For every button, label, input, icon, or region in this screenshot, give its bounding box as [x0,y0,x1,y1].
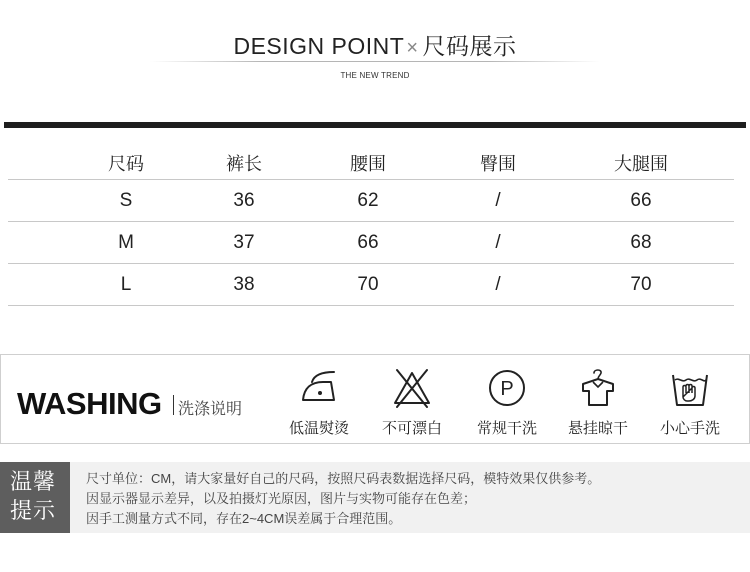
table-row [8,264,734,306]
header [0,0,750,90]
table-cell: L [120,273,132,295]
table-cell: 66 [357,231,379,253]
table-cell: 68 [630,231,652,253]
table-header-row [8,146,734,180]
title-separator: × [406,37,419,59]
washing-instructions [0,354,750,444]
svg-text:P: P [500,378,514,400]
tips-badge-line1: 温馨 [10,469,57,494]
wash-label: 不可漂白 [381,420,442,437]
tips-badge [0,462,70,533]
title-en: DESIGN POINT [233,33,405,59]
table-cell: 36 [233,189,255,211]
wash-item-bleach [367,365,457,439]
table-cell: M [118,231,134,253]
hand-wash-icon [669,367,711,409]
size-table [8,146,734,306]
table-cell: 37 [233,231,255,253]
tips-badge-line2: 提示 [10,498,57,523]
wash-label: 低温熨烫 [288,420,349,437]
header-cell-size: 尺码 [108,153,144,174]
tips-text [86,469,746,529]
table-cell: 38 [233,273,255,295]
wash-label: 悬挂晾干 [567,420,628,437]
wash-label: 常规干洗 [476,420,537,437]
wash-item-dry-clean [462,365,552,439]
tips-section [0,462,750,533]
table-cell: 70 [630,273,652,295]
tips-line: 因手工测量方式不同，存在2~4CM误差属于合理范围。 [86,511,402,526]
table-cell: / [495,273,501,295]
iron-low-temp-icon [298,367,340,409]
table-cell: 70 [357,273,379,295]
header-cell-hip: 臀围 [480,153,516,174]
washing-title-divider [173,395,174,415]
dry-clean-p-icon [486,367,528,409]
wash-label: 小心手洗 [659,420,720,437]
tips-line: 尺寸单位：CM，请大家量好自己的尺码，按照尺码表数据选择尺码，模特效果仅供参考。 [86,471,601,486]
table-cell: 62 [357,189,379,211]
wash-item-hand-wash [645,365,735,439]
washing-title: WASHING [17,386,162,421]
table-cell: 66 [630,189,652,211]
wash-item-iron [274,365,364,439]
header-cell-thigh: 大腿围 [614,153,668,174]
table-cell: / [495,231,501,253]
tips-line: 因显示器显示差异，以及拍摄灯光原因，图片与实物可能存在色差； [86,491,477,506]
hang-dry-shade-icon [577,367,619,409]
table-cell: / [495,189,501,211]
header-cell-length: 裤长 [226,153,262,174]
title-underline [150,61,600,62]
table-row [8,222,734,264]
do-not-bleach-icon [391,367,433,409]
section-divider-bar [4,122,746,128]
header-cell-waist: 腰围 [350,153,386,174]
washing-subtitle: 洗涤说明 [178,401,243,418]
page-title [0,28,750,61]
table-cell: S [119,189,133,211]
table-row [8,180,734,222]
title-cn: 尺码展示 [422,33,517,59]
subtitle: THE NEW TREND [340,71,410,80]
wash-item-hang-dry [553,365,643,439]
